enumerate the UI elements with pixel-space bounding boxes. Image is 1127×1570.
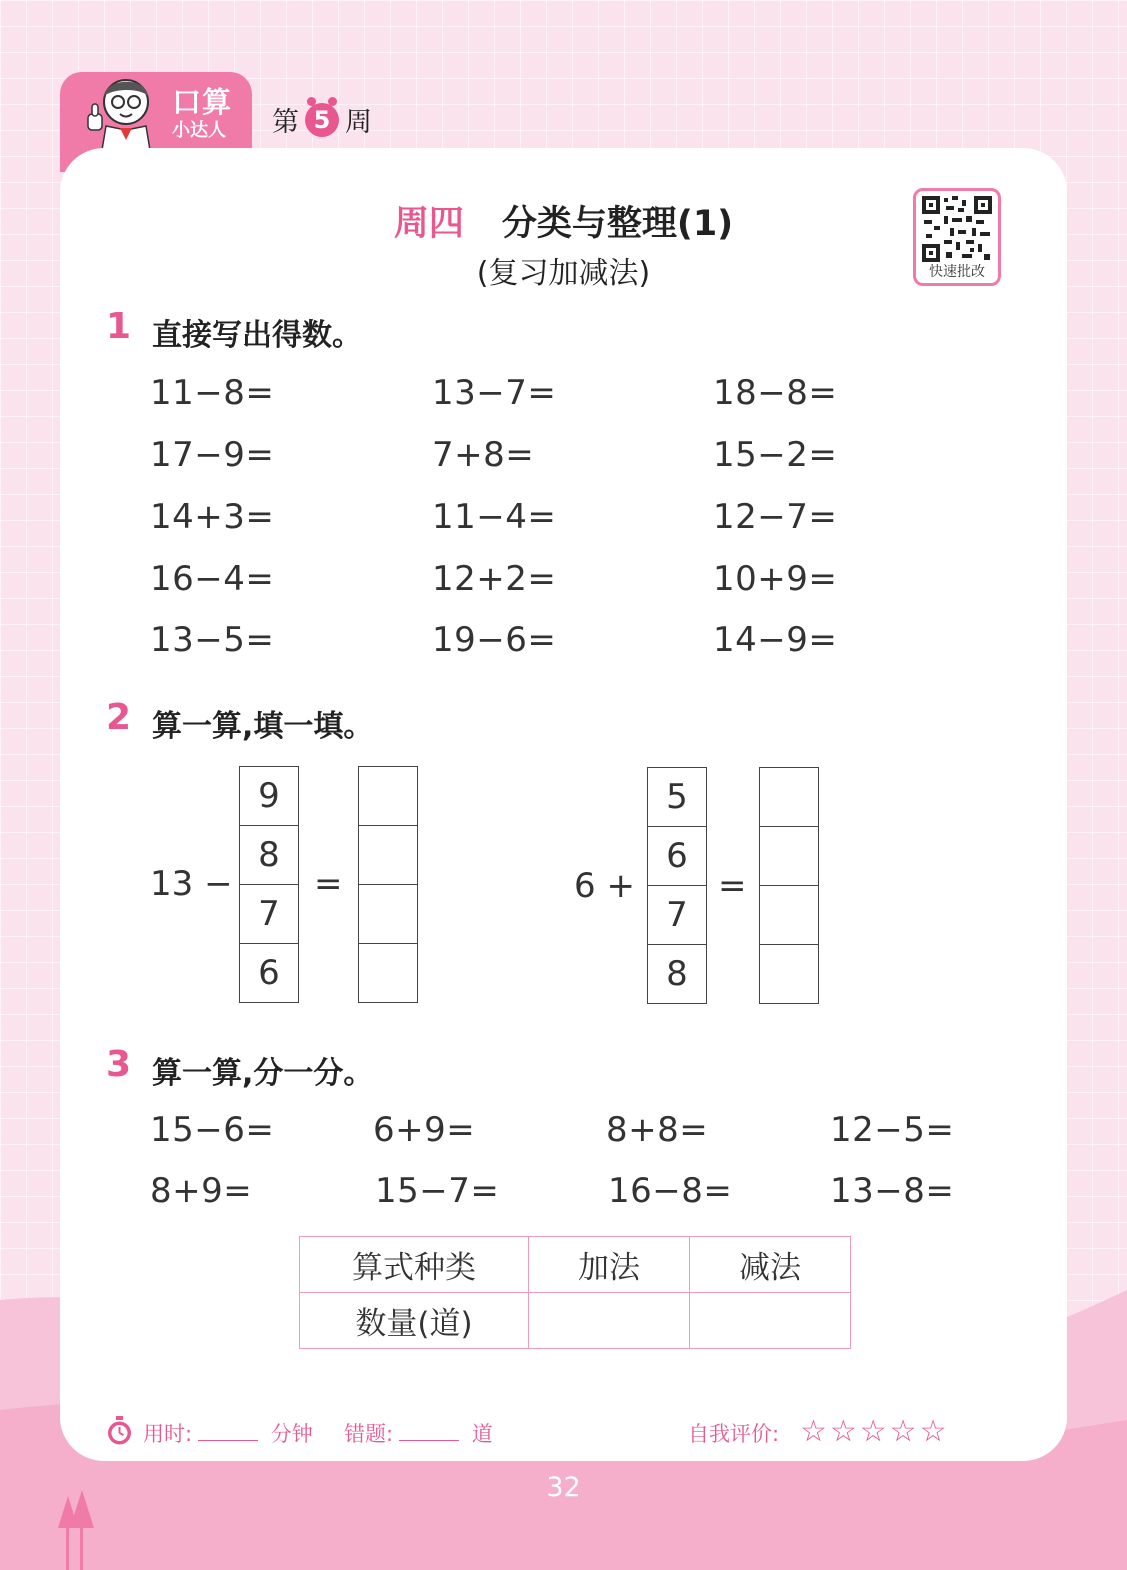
errors-blank[interactable] bbox=[399, 1440, 459, 1441]
stack-cell: 8 bbox=[240, 826, 298, 885]
page-number: 32 bbox=[546, 1472, 581, 1503]
week-prefix: 第 bbox=[272, 107, 299, 138]
equation: 14+3= bbox=[150, 497, 275, 537]
answer-box[interactable] bbox=[359, 767, 417, 826]
stack-cell: 6 bbox=[648, 827, 706, 886]
self-evaluation-label: 自我评价: bbox=[688, 1422, 780, 1446]
errors-label: 错题: bbox=[344, 1422, 394, 1446]
left-answer-stack[interactable] bbox=[358, 766, 418, 1003]
equation: 13−5= bbox=[150, 620, 275, 660]
table-row bbox=[300, 1237, 851, 1293]
table-row-label: 数量(道) bbox=[300, 1293, 529, 1349]
equation: 15−6= bbox=[150, 1110, 275, 1150]
equation: 10+9= bbox=[713, 559, 838, 599]
answer-box[interactable] bbox=[760, 768, 818, 827]
stack-cell: 8 bbox=[666, 954, 688, 994]
equation: 12−7= bbox=[713, 497, 838, 537]
equation: 11−8= bbox=[150, 373, 275, 413]
equation: 6+9= bbox=[373, 1110, 476, 1150]
table-header-cell: 加法 bbox=[529, 1237, 690, 1293]
week-label bbox=[272, 100, 372, 139]
equation: 18−8= bbox=[713, 373, 838, 413]
section-3-number: 3 bbox=[106, 1044, 132, 1085]
time-unit: 分钟 bbox=[270, 1422, 313, 1446]
table-row bbox=[300, 1293, 851, 1349]
time-label: 用时: bbox=[143, 1422, 193, 1446]
time-blank[interactable] bbox=[198, 1440, 258, 1441]
section-1-number: 1 bbox=[106, 306, 132, 347]
brand-subtitle: 小达人 bbox=[172, 120, 226, 141]
stack-cell: 9 bbox=[240, 767, 298, 826]
equation: 8+9= bbox=[150, 1171, 253, 1211]
table-header-cell: 算式种类 bbox=[300, 1237, 529, 1293]
answer-box[interactable] bbox=[760, 886, 818, 945]
qr-label: 快速批改 bbox=[929, 264, 985, 280]
lesson-title: 分类与整理(1) bbox=[501, 204, 734, 244]
stopwatch-icon bbox=[106, 1416, 133, 1446]
right-equals: = bbox=[718, 866, 747, 906]
week-number-badge: 5 bbox=[305, 103, 339, 137]
section-3-title: 算一算,分一分。 bbox=[152, 1056, 374, 1091]
errors-unit: 道 bbox=[471, 1422, 493, 1446]
addition-count-cell[interactable] bbox=[529, 1293, 690, 1349]
equation: 7+8= bbox=[432, 435, 535, 475]
table-header-cell: 减法 bbox=[690, 1237, 851, 1293]
stack-cell: 7 bbox=[240, 885, 298, 944]
qr-code-icon bbox=[922, 196, 992, 262]
equation: 15−2= bbox=[713, 435, 838, 475]
equation: 16−8= bbox=[608, 1171, 733, 1211]
right-number-stack bbox=[647, 767, 707, 1004]
right-answer-stack[interactable] bbox=[759, 767, 819, 1004]
section-2-number: 2 bbox=[106, 697, 132, 738]
stack-cell: 7 bbox=[648, 886, 706, 945]
brand-title: 口算 bbox=[172, 85, 233, 119]
equation: 11−4= bbox=[432, 497, 557, 537]
subtraction-count-cell[interactable] bbox=[690, 1293, 851, 1349]
section-2-title: 算一算,填一填。 bbox=[152, 709, 374, 744]
stack-cell: 6 bbox=[258, 953, 280, 993]
left-operator: 13 − bbox=[150, 864, 233, 904]
equation: 13−8= bbox=[830, 1171, 955, 1211]
mascot-icon bbox=[80, 70, 170, 150]
week-suffix: 周 bbox=[345, 107, 372, 138]
equation: 17−9= bbox=[150, 435, 275, 475]
rating-stars[interactable]: ☆☆☆☆☆ bbox=[800, 1414, 950, 1449]
answer-box[interactable] bbox=[359, 944, 417, 1002]
equation: 12+2= bbox=[432, 559, 557, 599]
day-label: 周四 bbox=[393, 204, 464, 244]
equation: 16−4= bbox=[150, 559, 275, 599]
answer-box[interactable] bbox=[760, 945, 818, 1003]
answer-box[interactable] bbox=[760, 827, 818, 886]
footer-time bbox=[143, 1418, 313, 1448]
equation: 19−6= bbox=[432, 620, 557, 660]
left-number-stack bbox=[239, 766, 299, 1003]
lesson-subtitle: (复习加减法) bbox=[476, 256, 651, 291]
equation: 8+8= bbox=[606, 1110, 709, 1150]
left-equals: = bbox=[314, 864, 343, 904]
footer-errors bbox=[344, 1418, 493, 1448]
classification-table bbox=[299, 1236, 851, 1349]
answer-box[interactable] bbox=[359, 826, 417, 885]
qr-code[interactable] bbox=[913, 188, 1001, 286]
stack-cell: 5 bbox=[648, 768, 706, 827]
equation: 14−9= bbox=[713, 620, 838, 660]
equation: 15−7= bbox=[375, 1171, 500, 1211]
right-operator: 6 + bbox=[574, 866, 635, 906]
answer-box[interactable] bbox=[359, 885, 417, 944]
equation: 13−7= bbox=[432, 373, 557, 413]
equation: 12−5= bbox=[830, 1110, 955, 1150]
section-1-title: 直接写出得数。 bbox=[152, 318, 362, 353]
